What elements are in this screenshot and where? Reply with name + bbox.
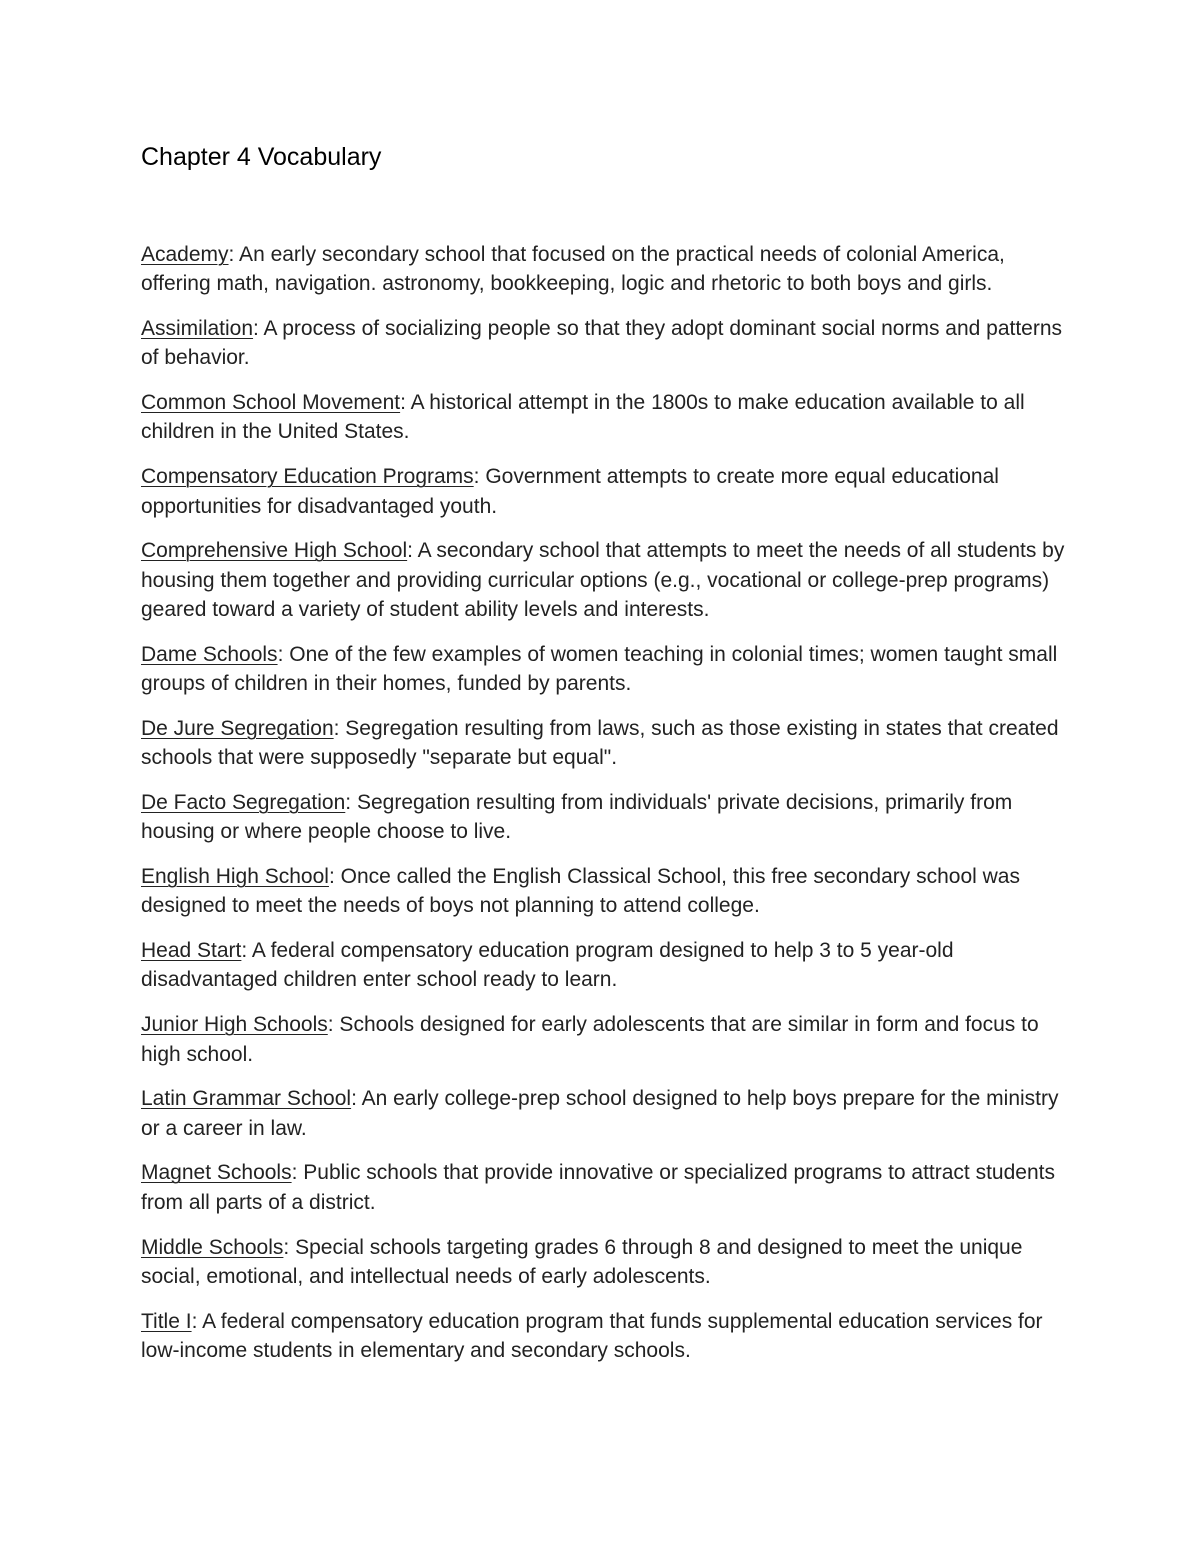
vocabulary-definition: : A federal compensatory education program that funds supplemental education services for low-income students in elementary and secondary schools.: [141, 1309, 1043, 1362]
vocabulary-entry: [141, 936, 1066, 995]
vocabulary-definition: : Segregation resulting from laws, such as those existing in states that created schools that were supposedly "separate but equal".: [141, 716, 1059, 770]
vocabulary-entry: [141, 1010, 1066, 1069]
vocabulary-term: Head Start: [141, 939, 242, 963]
vocabulary-entry: [141, 788, 1066, 847]
vocabulary-term: De Facto Segregation: [141, 790, 346, 814]
vocabulary-definition: : Public schools that provide innovative or specialized programs to attract students from all parts of a district.: [141, 1161, 1055, 1214]
vocabulary-entry: [141, 240, 1066, 299]
vocabulary-definition: : A secondary school that attempts to meet the needs of all students by housing them together and providing curricular options (e.g., vocational or college-prep programs) geared toward a variety of student ability levels and interests.: [141, 539, 1065, 621]
vocabulary-entry: [141, 462, 1066, 521]
vocabulary-entry: [141, 536, 1066, 624]
vocabulary-definition: : Government attempts to create more equal educational opportunities for disadvantaged youth.: [141, 465, 999, 518]
vocabulary-term: Middle Schools: [141, 1235, 284, 1259]
vocabulary-definition: : An early secondary school that focused on the practical needs of colonial America, offering math, navigation. astronomy, bookkeeping, logic and rhetoric to both boys and girls.: [141, 243, 1005, 296]
vocabulary-term: Academy: [141, 243, 229, 266]
vocabulary-term: Comprehensive High School: [141, 539, 408, 563]
vocabulary-definition: : A federal compensatory education program designed to help 3 to 5 year-old disadvantaged children enter school ready to learn.: [141, 939, 954, 992]
vocabulary-definition: : A historical attempt in the 1800s to make education available to all children in the United States.: [141, 391, 1025, 444]
vocabulary-term: Assimilation: [141, 317, 254, 341]
vocabulary-entry: [141, 1158, 1066, 1217]
vocabulary-definition: : A process of socializing people so that they adopt dominant social norms and patterns of behavior.: [141, 317, 1063, 370]
vocabulary-term: Common School Movement: [141, 391, 401, 415]
vocabulary-term: English High School: [141, 865, 329, 889]
vocabulary-term: Dame Schools: [141, 642, 278, 666]
vocabulary-entry: [141, 1084, 1066, 1143]
vocabulary-term: Latin Grammar School: [141, 1087, 352, 1111]
vocabulary-definition: : Once called the English Classical School, this free secondary school was designed to meet the needs of boys not planning to attend college.: [141, 865, 1020, 918]
vocabulary-term: Title I: [141, 1309, 192, 1333]
vocabulary-definition: : Special schools targeting grades 6 through 8 and designed to meet the unique social, emotional, and intellectual needs of early adolescents.: [141, 1235, 1023, 1288]
vocabulary-term: De Jure Segregation: [141, 716, 334, 740]
vocabulary-list: [141, 240, 1066, 1381]
vocabulary-term: Magnet Schools: [141, 1161, 292, 1185]
vocabulary-entry: [141, 314, 1066, 373]
vocabulary-definition: : Segregation resulting from individuals' private decisions, primarily from housing or where people choose to live.: [141, 790, 1013, 844]
vocabulary-entry: [141, 714, 1066, 773]
vocabulary-definition: : Schools designed for early adolescents that are similar in form and focus to high school.: [141, 1013, 1039, 1066]
vocabulary-entry: [141, 640, 1066, 699]
vocabulary-term: Junior High Schools: [141, 1013, 328, 1037]
vocabulary-definition: : An early college-prep school designed to help boys prepare for the ministry or a career in law.: [141, 1087, 1059, 1140]
vocabulary-term: Compensatory Education Programs: [141, 465, 474, 489]
vocabulary-entry: [141, 862, 1066, 921]
vocabulary-entry: [141, 1233, 1066, 1292]
vocabulary-entry: [141, 1307, 1066, 1366]
page-title: Chapter 4 Vocabulary: [141, 143, 382, 171]
vocabulary-definition: : One of the few examples of women teaching in colonial times; women taught small groups of children in their homes, funded by parents.: [141, 642, 1058, 696]
vocabulary-entry: [141, 388, 1066, 447]
